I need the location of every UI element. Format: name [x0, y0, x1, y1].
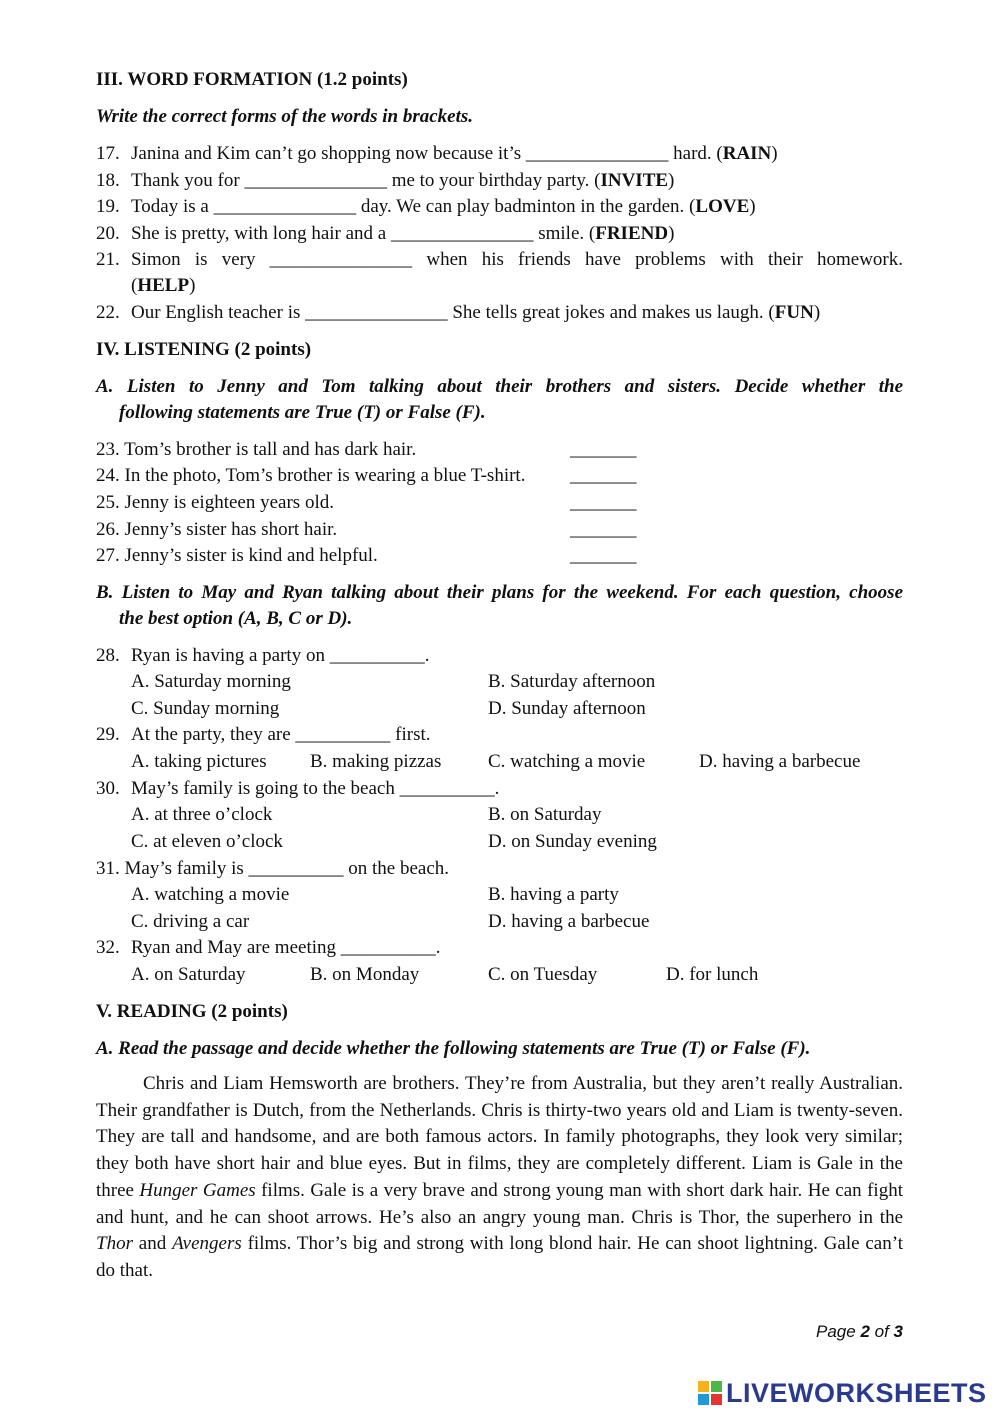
question-text: 31. May’s family is __________ on the beach. — [96, 858, 450, 879]
item-number: 17. — [96, 143, 120, 164]
statement-text: 24. In the photo, Tom’s brother is wearing a blue T-shirt. — [96, 465, 526, 486]
section-3-heading: III. WORD FORMATION (1.2 points) — [96, 69, 408, 90]
item-text: Our English teacher is _______________ She tells great jokes and makes us laugh. (FUN) — [131, 302, 821, 323]
statement-text: 25. Jenny is eighteen years old. — [96, 492, 334, 513]
option-b[interactable]: B. Saturday afternoon — [488, 671, 656, 692]
item-number: 19. — [96, 196, 120, 217]
option-c[interactable]: C. on Tuesday — [488, 964, 598, 985]
question-number: 30. — [96, 778, 120, 799]
option-d[interactable]: D. Sunday afternoon — [488, 698, 646, 719]
option-d[interactable]: D. having a barbecue — [488, 911, 650, 932]
option-d[interactable]: D. having a barbecue — [699, 751, 861, 772]
item-text: Janina and Kim can’t go shopping now because it’s _______________ hard. (RAIN) — [131, 143, 778, 164]
question-number: 28. — [96, 645, 120, 666]
liveworksheets-logo-icon — [698, 1381, 722, 1405]
page-number: Page 2 of 3 — [816, 1322, 903, 1341]
question-text: May’s family is going to the beach __________. — [131, 778, 500, 799]
section-4-heading: IV. LISTENING (2 points) — [96, 339, 312, 360]
option-c[interactable]: C. watching a movie — [488, 751, 646, 772]
option-b[interactable]: B. having a party — [488, 884, 619, 905]
option-d[interactable]: D. for lunch — [666, 964, 759, 985]
option-b[interactable]: B. on Monday — [310, 964, 420, 985]
liveworksheets-logo — [698, 1378, 987, 1408]
part-b-instruction: B. Listen to May and Ryan talking about their plans for the weekend. For each question, choose — [96, 582, 903, 603]
part-a-instruction-continued: following statements are True (T) or False (F). — [119, 402, 486, 423]
question-text: Ryan is having a party on __________. — [131, 645, 430, 666]
option-a[interactable]: A. on Saturday — [131, 964, 246, 985]
option-d[interactable]: D. on Sunday evening — [488, 831, 657, 852]
reading-passage: Chris and Liam Hemsworth are brothers. They’re from Australia, but they aren’t really Australian. Their grandfather is Dutch, from the Netherlands. Chris is thirty-two years old and Liam is twenty-seven. They are tall and handsome, and are both famous actors. In family photographs, they look very similar; they both have short hair and blue eyes. But in films, they are completely different. Liam is Gale in the three Hunger Games films. Gale is a very brave and strong young man with short dark hair. He can fight and hunt, and he can shoot arrows. He’s also an angry young man. Chris is Thor, the superhero in the Thor and Avengers films. Thor’s big and strong with long blond hair. He can shoot lightning. Gale can’t do that. — [96, 1073, 903, 1281]
statement-text: 27. Jenny’s sister is kind and helpful. — [96, 545, 378, 566]
statement-text: 26. Jenny’s sister has short hair. — [96, 519, 338, 540]
question-number: 29. — [96, 724, 120, 745]
question-number: 32. — [96, 937, 120, 958]
option-b[interactable]: B. making pizzas — [310, 751, 442, 772]
item-number: 22. — [96, 302, 120, 323]
brand-name: LIVEWORKSHEETS — [726, 1377, 987, 1408]
answer-blank[interactable]: _______ — [570, 519, 637, 540]
option-b[interactable]: B. on Saturday — [488, 804, 602, 825]
option-c[interactable]: C. Sunday morning — [131, 698, 280, 719]
item-text-continued: (HELP) — [131, 275, 196, 296]
item-number: 18. — [96, 170, 120, 191]
part-b-instruction-continued: the best option (A, B, C or D). — [119, 608, 353, 629]
question-text: At the party, they are __________ first. — [131, 724, 431, 745]
option-c[interactable]: C. at eleven o’clock — [131, 831, 283, 852]
answer-blank[interactable]: _______ — [570, 439, 637, 460]
item-number: 21. — [96, 249, 120, 270]
option-a[interactable]: A. watching a movie — [131, 884, 290, 905]
item-text: She is pretty, with long hair and a _______________ smile. (FRIEND) — [131, 223, 675, 244]
answer-blank[interactable]: _______ — [570, 545, 637, 566]
section-3-instruction: Write the correct forms of the words in brackets. — [96, 106, 474, 127]
question-text: Ryan and May are meeting __________. — [131, 937, 441, 958]
reading-instruction: A. Read the passage and decide whether the following statements are True (T) or False (F). — [96, 1038, 811, 1059]
item-text: Simon is very _______________ when his friends have problems with their homework. — [131, 249, 903, 270]
answer-blank[interactable]: _______ — [570, 465, 637, 486]
item-text: Today is a _______________ day. We can play badminton in the garden. (LOVE) — [131, 196, 756, 217]
option-a[interactable]: A. taking pictures — [131, 751, 267, 772]
option-c[interactable]: C. driving a car — [131, 911, 250, 932]
item-text: Thank you for _______________ me to your birthday party. (INVITE) — [131, 170, 675, 191]
answer-blank[interactable]: _______ — [570, 492, 637, 513]
option-a[interactable]: A. Saturday morning — [131, 671, 291, 692]
part-a-instruction: A. Listen to Jenny and Tom talking about their brothers and sisters. Decide whether the — [96, 376, 903, 397]
option-a[interactable]: A. at three o’clock — [131, 804, 273, 825]
statement-text: 23. Tom’s brother is tall and has dark hair. — [96, 439, 417, 460]
section-5-heading: V. READING (2 points) — [96, 1001, 288, 1022]
item-number: 20. — [96, 223, 120, 244]
